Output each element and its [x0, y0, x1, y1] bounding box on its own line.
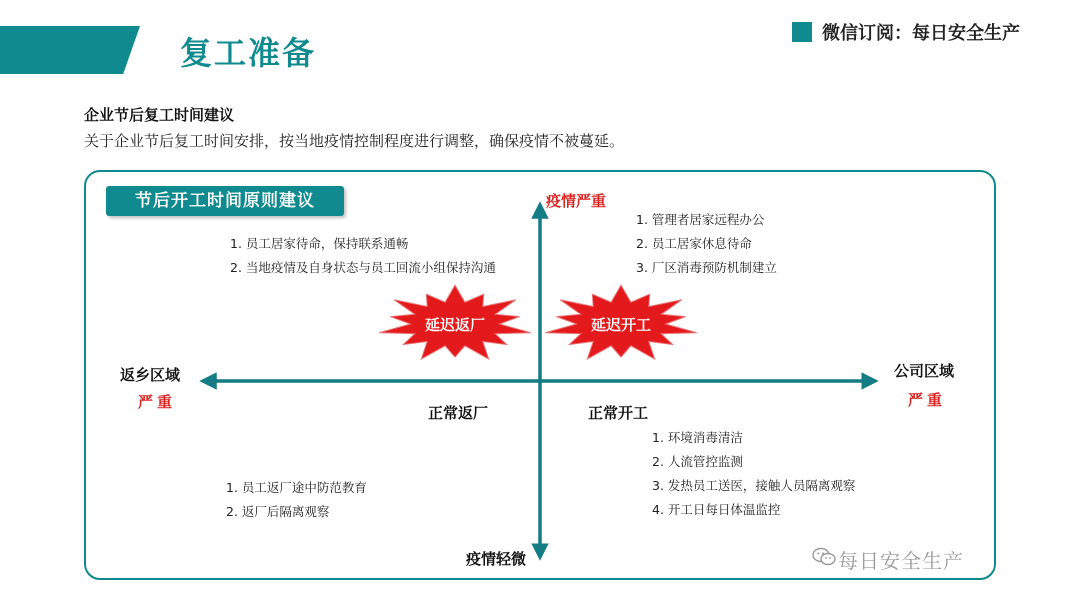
list-item: 2. 人流管控监测 — [652, 454, 743, 469]
list-item: 1. 管理者居家远程办公 — [636, 212, 765, 227]
burst-delay-return-label: 延迟返厂 — [424, 316, 486, 334]
axis-right-sub-label: 严重 — [908, 391, 947, 409]
list-item: 4. 开工日每日体温监控 — [652, 502, 781, 517]
intro-title: 企业节后复工时间建议 — [84, 106, 235, 124]
axis-top-label: 疫情严重 — [546, 192, 607, 210]
label-normal-return: 正常返厂 — [428, 404, 489, 422]
burst-delay-start — [545, 285, 697, 359]
label-normal-start: 正常开工 — [588, 404, 649, 422]
list-item: 3. 厂区消毒预防机制建立 — [636, 260, 777, 275]
list-item: 1. 员工居家待命，保持联系通畅 — [230, 236, 409, 251]
axis-left-label: 返乡区域 — [120, 366, 181, 384]
axis-bottom-label: 疫情轻微 — [466, 550, 527, 568]
list-item: 1. 员工返厂途中防范教育 — [226, 480, 367, 495]
list-item: 2. 员工居家休息待命 — [636, 236, 752, 251]
wechat-icon — [812, 547, 836, 567]
list-item: 1. 环境消毒清洁 — [652, 430, 743, 445]
subscription-text: 微信订阅：每日安全生产 — [822, 23, 1020, 44]
diagram-tag: 节后开工时间原则建议 — [106, 186, 344, 216]
list-item: 2. 当地疫情及自身状态与员工回流小组保持沟通 — [230, 260, 496, 275]
intro-description: 关于企业节后复工时间安排，按当地疫情控制程度进行调整，确保疫情不被蔓延。 — [84, 132, 625, 150]
quadrant-top-right-list — [636, 208, 777, 280]
axis-right-label: 公司区域 — [894, 362, 955, 380]
quadrant-bottom-right-list — [652, 426, 855, 522]
list-item: 3. 发热员工送医，接触人员隔离观察 — [652, 478, 856, 493]
burst-delay-start-label: 延迟开工 — [590, 316, 652, 334]
watermark-text: 每日安全生产 — [838, 549, 964, 573]
quadrant-top-left-list — [230, 232, 496, 280]
axis-left-sub-label: 严重 — [138, 393, 177, 411]
list-item: 2. 返厂后隔离观察 — [226, 504, 330, 519]
slide-title: 复工准备 — [180, 34, 317, 72]
quadrant-bottom-left-list — [226, 476, 367, 524]
burst-delay-return — [379, 285, 531, 359]
